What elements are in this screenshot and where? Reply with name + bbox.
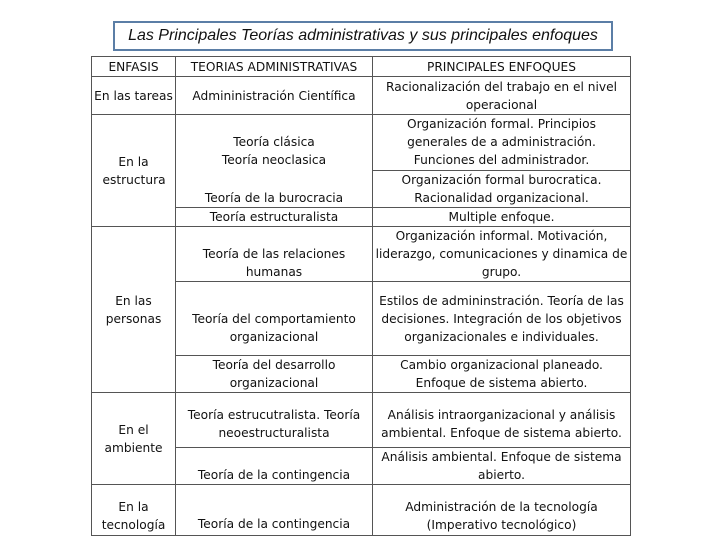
header-teorias: TEORIAS ADMINISTRATIVAS	[176, 57, 373, 77]
teoria-cell: Teoría del desarrollo organizacional	[176, 356, 373, 393]
teoria-cell: Teoría estructuralista	[176, 208, 373, 227]
enfasis-estructura	[92, 115, 176, 227]
table-row	[92, 393, 631, 448]
teoria-cell: Teoría de la contingencia	[176, 448, 373, 485]
table-row	[92, 77, 631, 115]
enfoque-cell: Análisis intraorganizacional y análisis ambiental. Enfoque de sistema abierto.	[373, 393, 631, 448]
enfoque-cell: Organización formal. Principios generales de a administración. Funciones del administrador.	[373, 115, 631, 171]
enfasis-personas	[92, 227, 176, 393]
page-title: Las Principales Teorías administrativas y sus principales enfoques	[113, 21, 613, 51]
enfoque-cell: Multiple enfoque.	[373, 208, 631, 227]
enfasis-tareas: En las tareas	[92, 77, 176, 115]
table-row	[92, 115, 631, 171]
teoria-burocracia-label: Teoría de la burocracia	[204, 191, 344, 205]
teoria-clasica-label: Teoría clásica Teoría neoclasica	[221, 135, 327, 167]
enfoque-cell: Organización informal. Motivación, liderazgo, comunicaciones y dinamica de grupo.	[373, 227, 631, 282]
theories-table	[91, 56, 631, 536]
header-row	[92, 57, 631, 77]
enfoque-cell: Administración de la tecnología (Imperativo tecnológico)	[373, 485, 631, 536]
enfoque-cell: Análisis ambiental. Enfoque de sistema abierto.	[373, 448, 631, 485]
teoria-cell: Admininistración Científica	[176, 77, 373, 115]
teoria-cell	[176, 115, 373, 208]
table-row	[92, 485, 631, 536]
table-row	[92, 227, 631, 282]
enfasis-tecnologia: En la tecnología	[92, 485, 176, 536]
enfasis-estructura-label: En la estructura	[102, 154, 166, 187]
enfasis-personas-label: En las personas	[105, 293, 162, 326]
header-enfasis: ENFASIS	[92, 57, 176, 77]
enfoque-cell: Cambio organizacional planeado. Enfoque de sistema abierto.	[373, 356, 631, 393]
enfoque-cell: Estilos de admininstración. Teoría de las decisiones. Integración de los objetivos organizacionales e individuales.	[373, 282, 631, 356]
teoria-cell: Teoría de las relaciones humanas	[176, 227, 373, 282]
enfasis-ambiente-label: En el ambiente	[104, 422, 163, 455]
enfasis-ambiente	[92, 393, 176, 485]
header-enfoques: PRINCIPALES ENFOQUES	[373, 57, 631, 77]
teoria-cell: Teoría de la contingencia	[176, 485, 373, 536]
teoria-cell: Teoría estrucutralista. Teoría neoestructuralista	[176, 393, 373, 448]
enfoque-cell: Racionalización del trabajo en el nivel operacional	[373, 77, 631, 115]
enfoque-cell: Organización formal burocratica. Racionalidad organizacional.	[373, 170, 631, 207]
teoria-cell: Teoría del comportamiento organizacional	[176, 282, 373, 356]
